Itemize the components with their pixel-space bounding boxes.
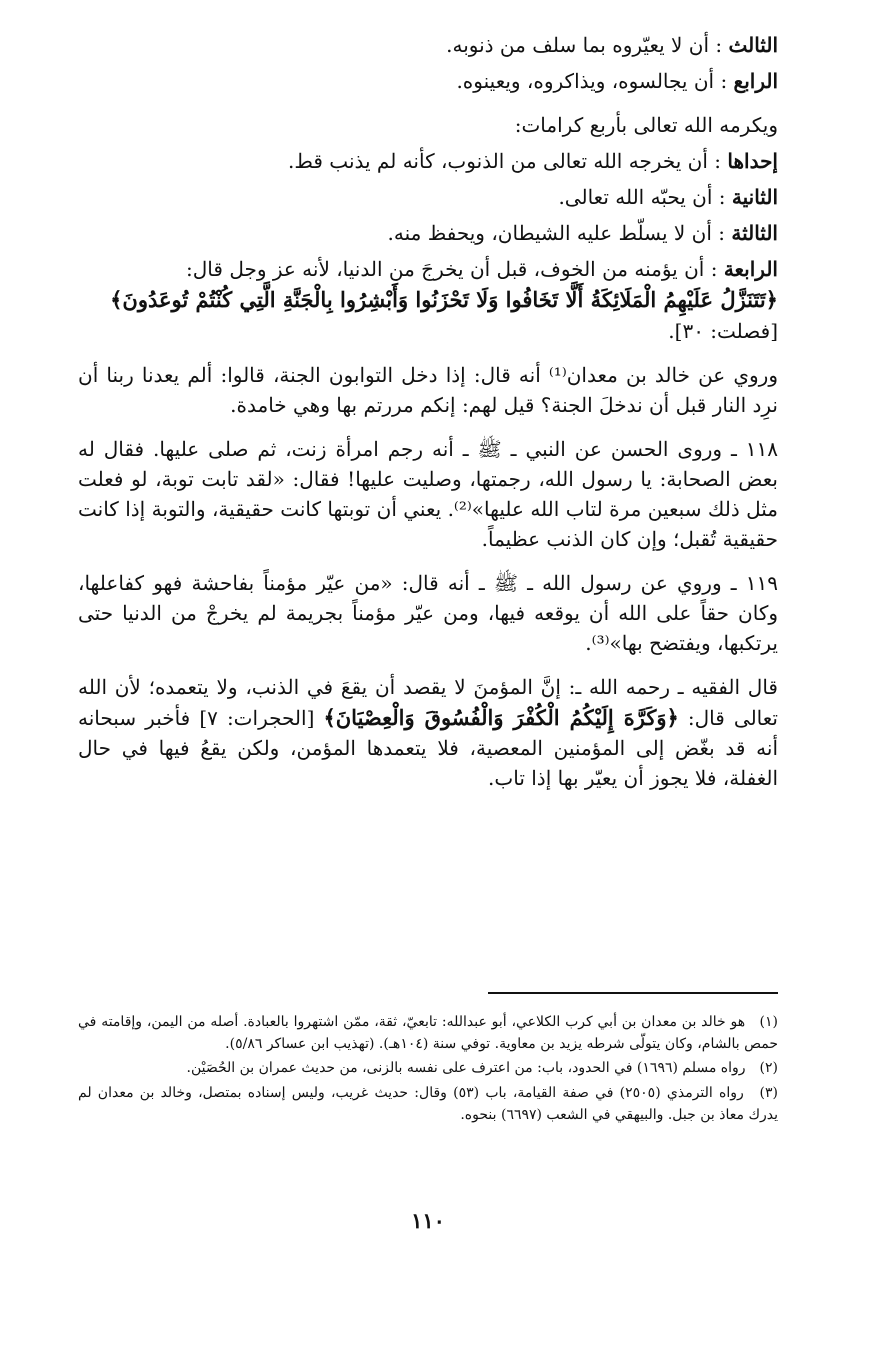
footnote-number: (١)	[759, 1014, 779, 1030]
list-item	[78, 182, 778, 212]
item-lead: الرابع	[733, 69, 778, 93]
page-number: ١١٠	[411, 1208, 445, 1233]
list-item	[78, 30, 778, 60]
paragraph-118: ١١٨ ـ وروى الحسن عن النبي ـ ﷺ ـ أنه رجم امرأة زنت، ثم صلى عليها. فقال له بعض الصحابة: يا رسول الله، رجمتها، وصليت عليها! فقال: «لقد تابت توبة، لو فعلت مثل ذلك سبعين مرة لتاب الله عليها»⁽²⁾. يعني أن توبتها كانت حقيقية، والتوبة إذا كانت حقيقية تُقبل؛ وإن كان الذنب عظيماً.	[78, 436, 779, 551]
faqih-text-after: [الحجرات: ٧] فأخبر سبحانه أنه قد بغّض إلى المؤمنين المعصية، فلا يتعمدها المؤمن، ولكن يقعُ فيها في حال الغفلة، فلا يجوز أن يعيّر بها إذا تاب.	[78, 705, 778, 790]
item-text: : أن لا يسلّط عليه الشيطان، ويحفظ منه.	[387, 221, 725, 245]
list-item	[78, 254, 778, 284]
footnote-number: (٣)	[759, 1085, 778, 1102]
item-text: : أن يجالسوه، ويذاكروه، ويعينوه.	[456, 69, 728, 93]
item-lead: الرابعة	[723, 257, 778, 281]
paragraph-faqih	[78, 672, 778, 794]
footnote-number: (٢)	[759, 1060, 778, 1077]
verse-reference: [فصلت: ٣٠].	[668, 318, 778, 343]
faqih-text-before: قال الفقيه ـ رحمه الله ـ: إنَّ المؤمنَ لا يقصد أن يقعَ في الذنب، ولا يتعمده؛ لأن الله تعالى قال:	[78, 674, 778, 730]
footnote	[78, 1012, 778, 1055]
quran-verse: ﴿تَتَنَزَّلُ عَلَيْهِمُ الْمَلَائِكَةُ أَلَّا تَخَافُوا وَلَا تَحْزَنُوا وَأَبْشِرُوا بِالْجَنَّةِ الَّتِي كُنْتُمْ تُوعَدُونَ﴾	[110, 287, 778, 312]
item-lead: الثالثة	[731, 221, 778, 245]
paragraph-119: ١١٩ ـ وروي عن رسول الله ـ ﷺ ـ أنه قال: «من عيّر مؤمناً بفاحشة فهو كفاعلها، وكان حقاً على الله أن يوقعه فيها، ومن عيّر مؤمناً بجريمة لم يخرجْ من الدنيا حتى يرتكبها، ويفتضح بها»⁽³⁾.	[78, 570, 778, 655]
item-text: : أن يخرجه الله تعالى من الذنوب، كأنه لم يذنب قط.	[288, 149, 722, 173]
item-lead: الثانية	[731, 185, 778, 209]
quran-verse: ﴿وَكَرَّهَ إِلَيْكُمُ الْكُفْرَ وَالْفُسُوقَ وَالْعِصْيَانَ﴾	[323, 704, 679, 730]
list-item	[78, 146, 778, 176]
paragraph-khalid: وروي عن خالد بن معدان⁽¹⁾ أنه قال: إذا دخل التوابون الجنة، قالوا: ألم يعدنا ربنا أن نرِد النار قبل أن ندخلَ الجنة؟ قيل لهم: إنكم مررتم بها وهي خامدة.	[78, 362, 778, 417]
intro-text: ويكرمه الله تعالى بأربع كرامات:	[514, 113, 778, 137]
item-text: : أن يحبّه الله تعالى.	[558, 185, 726, 209]
item-text: : أن يؤمنه من الخوف، قبل أن يخرجَ من الدنيا، لأنه عز وجل قال:	[186, 257, 718, 281]
list-item	[78, 66, 778, 96]
footnote-text: هو خالد بن معدان بن أبي كرب الكلاعي، أبو عبدالله: تابعيّ، ثقة، ممّن اشتهروا بالعبادة. أصله من اليمن، وإقامته في حمص بالشام، وكان يتولّى شرطه يزيد بن معاوية. توفي سنة (١٠٤هـ). (تهذيب ابن عساكر ٥/٨٦).	[78, 1014, 778, 1052]
footnote-text: رواه الترمذي (٢٥٠٥) في صفة القيامة، باب (٥٣) وقال: حديث غريب، وليس إسناده بمتصل، وخالد بن معدان لم يدرك معاذ بن جبل. والبيهقي في الشعب (٦٦٩٧) بنحوه.	[78, 1085, 778, 1123]
footnote	[78, 1058, 778, 1080]
page-body	[78, 30, 779, 1233]
item-lead: الثالث	[728, 33, 778, 57]
footnote	[78, 1083, 778, 1126]
item-lead: إحداها	[727, 149, 778, 173]
footnotes	[78, 1012, 778, 1129]
footnote-text: رواه مسلم (١٦٩٦) في الحدود، باب: من اعترف على نفسه بالزنى، من حديث عمران بن الحُصَيْن.	[186, 1060, 746, 1077]
item-text: : أن لا يعيّروه بما سلف من ذنوبه.	[446, 33, 723, 57]
footnote-divider	[488, 992, 778, 994]
list-item	[78, 218, 778, 248]
